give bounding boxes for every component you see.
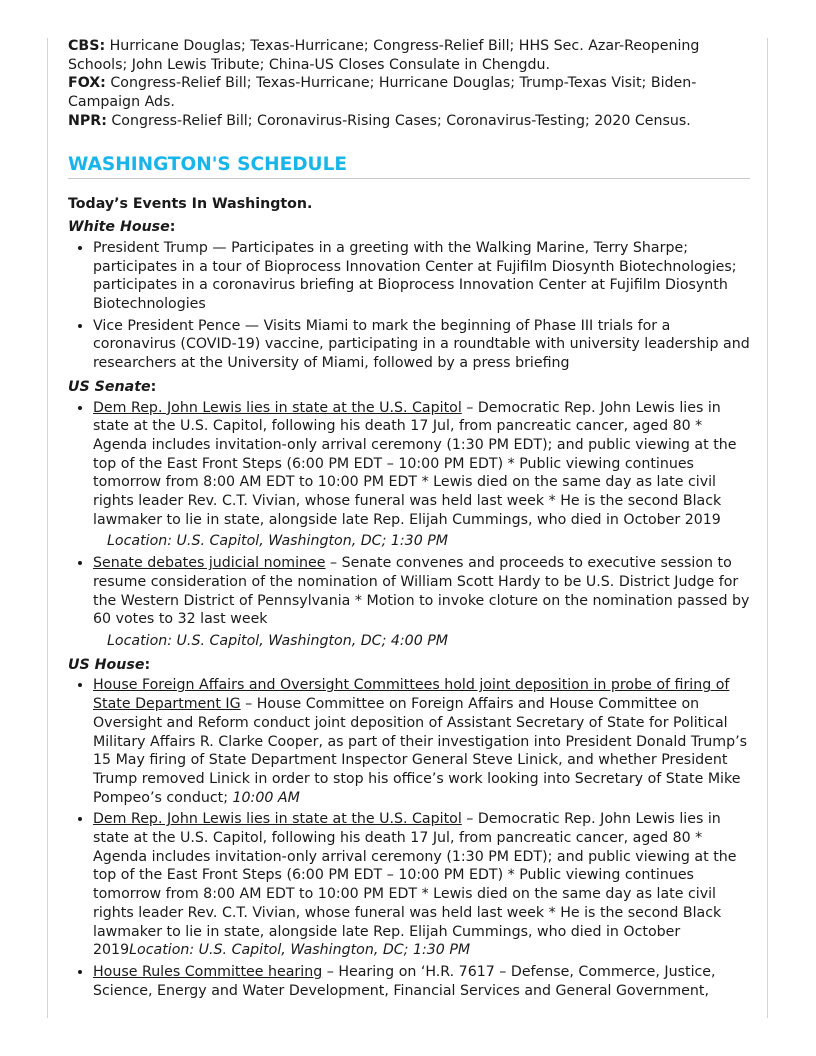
list-item bbox=[93, 554, 750, 651]
list-item bbox=[93, 676, 750, 807]
list-item bbox=[93, 317, 750, 373]
event-text: – Hearing on ‘H.R. 7617 – Defense, Commerce, Justice, Science, Energy and Water Development, Financial Services and General Government, bbox=[93, 963, 716, 999]
event-location: Location: U.S. Capitol, Washington, DC; 1:30 PM bbox=[129, 942, 471, 959]
network-name: NPR: bbox=[68, 112, 107, 129]
group-heading-white-house bbox=[68, 218, 750, 237]
event-text: – Democratic Rep. John Lewis lies in state at the U.S. Capitol, following his death 17 Jul, from pancreatic cancer, aged 80 * Agenda includes invitation-only arrival ceremony (1:30 PM EDT); and public viewing at the top of the East Front Steps (6:00 PM EDT – 10:00 PM EDT) * Public viewing continues tomorrow from 8:00 AM EDT to 10:00 PM EDT * Lewis died on the same day as late civil rights leader Rev. C.T. Vivian, whose funeral was held last week * He is the second Black lawmaker to lie in state, alongside late Rep. Elijah Cummings, who died in October 2019 bbox=[93, 811, 737, 959]
group-heading-house bbox=[68, 656, 750, 675]
event-link[interactable]: Dem Rep. John Lewis lies in state at the U.S. Capitol bbox=[93, 399, 462, 416]
group-label: US House bbox=[68, 656, 145, 673]
network-summaries bbox=[68, 37, 750, 131]
event-text: – Democratic Rep. John Lewis lies in state at the U.S. Capitol, following his death 17 Jul, from pancreatic cancer, aged 80 * Agenda includes invitation-only arrival ceremony (1:30 PM EDT); and public viewing at the top of the East Front Steps (6:00 PM EDT – 10:00 PM EDT) * Public viewing continues tomorrow from 8:00 AM EDT to 10:00 PM EDT * Lewis died on the same day as late civil rights leader Rev. C.T. Vivian, whose funeral was held last week * He is the second Black lawmaker to lie in state, alongside late Rep. Elijah Cummings, who died in October 2019 bbox=[93, 399, 737, 528]
network-line-fox bbox=[68, 74, 750, 111]
event-text: – Senate convenes and proceeds to executive session to resume consideration of the nomination of William Scott Hardy to be U.S. District Judge for the Western District of Pennsylvania * Motion to invoke cloture on the nomination passed by 60 votes to 32 last week bbox=[93, 555, 750, 628]
event-text: – House Committee on Foreign Affairs and House Committee on Oversight and Reform conduct joint deposition of Assistant Secretary of State for Political Military Affairs R. Clarke Cooper, as part of their investigation into President Donald Trump’s 15 May firing of State Department Inspector General Steve Linick, and whether President Trump removed Linick in order to stop his office’s work looking into Secretary of State Mike Pompeo’s conduct; bbox=[93, 696, 748, 806]
event-time: 10:00 AM bbox=[232, 789, 300, 806]
event-text: Vice President Pence — Visits Miami to mark the beginning of Phase III trials for a coronavirus (COVID-19) vaccine, participating in a roundtable with university leadership and researchers at the University of Miami, followed by a press briefing bbox=[93, 317, 750, 372]
event-text: President Trump — Participates in a greeting with the Walking Marine, Terry Sharpe; participates in a tour of Bioprocess Innovation Center at Fujifilm Diosynth Biotechnologies; participates in a coronavirus briefing at Bioprocess Innovation Center at Fujifilm Diosynth Biotechnologies bbox=[93, 239, 737, 313]
list-item bbox=[93, 963, 750, 1000]
list-item bbox=[93, 239, 750, 314]
list-item bbox=[93, 399, 750, 552]
event-link[interactable]: Senate debates judicial nominee bbox=[93, 555, 326, 572]
group-colon: : bbox=[150, 378, 157, 395]
section-title: WASHINGTON'S SCHEDULE bbox=[68, 153, 750, 179]
event-link[interactable]: House Foreign Affairs and Oversight Committees hold joint deposition in probe of firing of State Department IG bbox=[93, 677, 730, 713]
group-heading-senate bbox=[68, 378, 750, 397]
group-colon: : bbox=[169, 219, 176, 236]
event-link[interactable]: Dem Rep. John Lewis lies in state at the U.S. Capitol bbox=[93, 811, 462, 828]
network-line-npr bbox=[68, 112, 750, 131]
group-label: US Senate bbox=[68, 378, 151, 395]
document-page bbox=[68, 37, 750, 1003]
network-topics: Hurricane Douglas; Texas-Hurricane; Congress-Relief Bill; HHS Sec. Azar-Reopening Schools; John Lewis Tribute; China-US Closes Consulate in Chengdu. bbox=[68, 38, 700, 73]
network-name: FOX: bbox=[68, 75, 106, 92]
group-colon: : bbox=[144, 656, 151, 673]
list-item bbox=[93, 810, 750, 960]
page-border-right bbox=[767, 38, 768, 1018]
page-border-left bbox=[47, 38, 48, 1018]
event-link[interactable]: House Rules Committee hearing bbox=[93, 963, 323, 980]
event-location: Location: U.S. Capitol, Washington, DC; 4:00 PM bbox=[107, 632, 449, 649]
house-list bbox=[68, 676, 750, 1000]
senate-list bbox=[68, 399, 750, 651]
network-topics: Congress-Relief Bill; Texas-Hurricane; Hurricane Douglas; Trump-Texas Visit; Biden-Campaign Ads. bbox=[68, 75, 697, 111]
today-heading: Today’s Events In Washington. bbox=[68, 195, 313, 212]
event-location: Location: U.S. Capitol, Washington, DC; 1:30 PM bbox=[107, 533, 449, 550]
group-label: White House bbox=[68, 219, 170, 236]
white-house-list bbox=[68, 239, 750, 373]
network-line-cbs bbox=[68, 37, 750, 74]
network-name: CBS: bbox=[68, 38, 106, 54]
network-topics: Congress-Relief Bill; Coronavirus-Rising Cases; Coronavirus-Testing; 2020 Census. bbox=[111, 112, 691, 129]
